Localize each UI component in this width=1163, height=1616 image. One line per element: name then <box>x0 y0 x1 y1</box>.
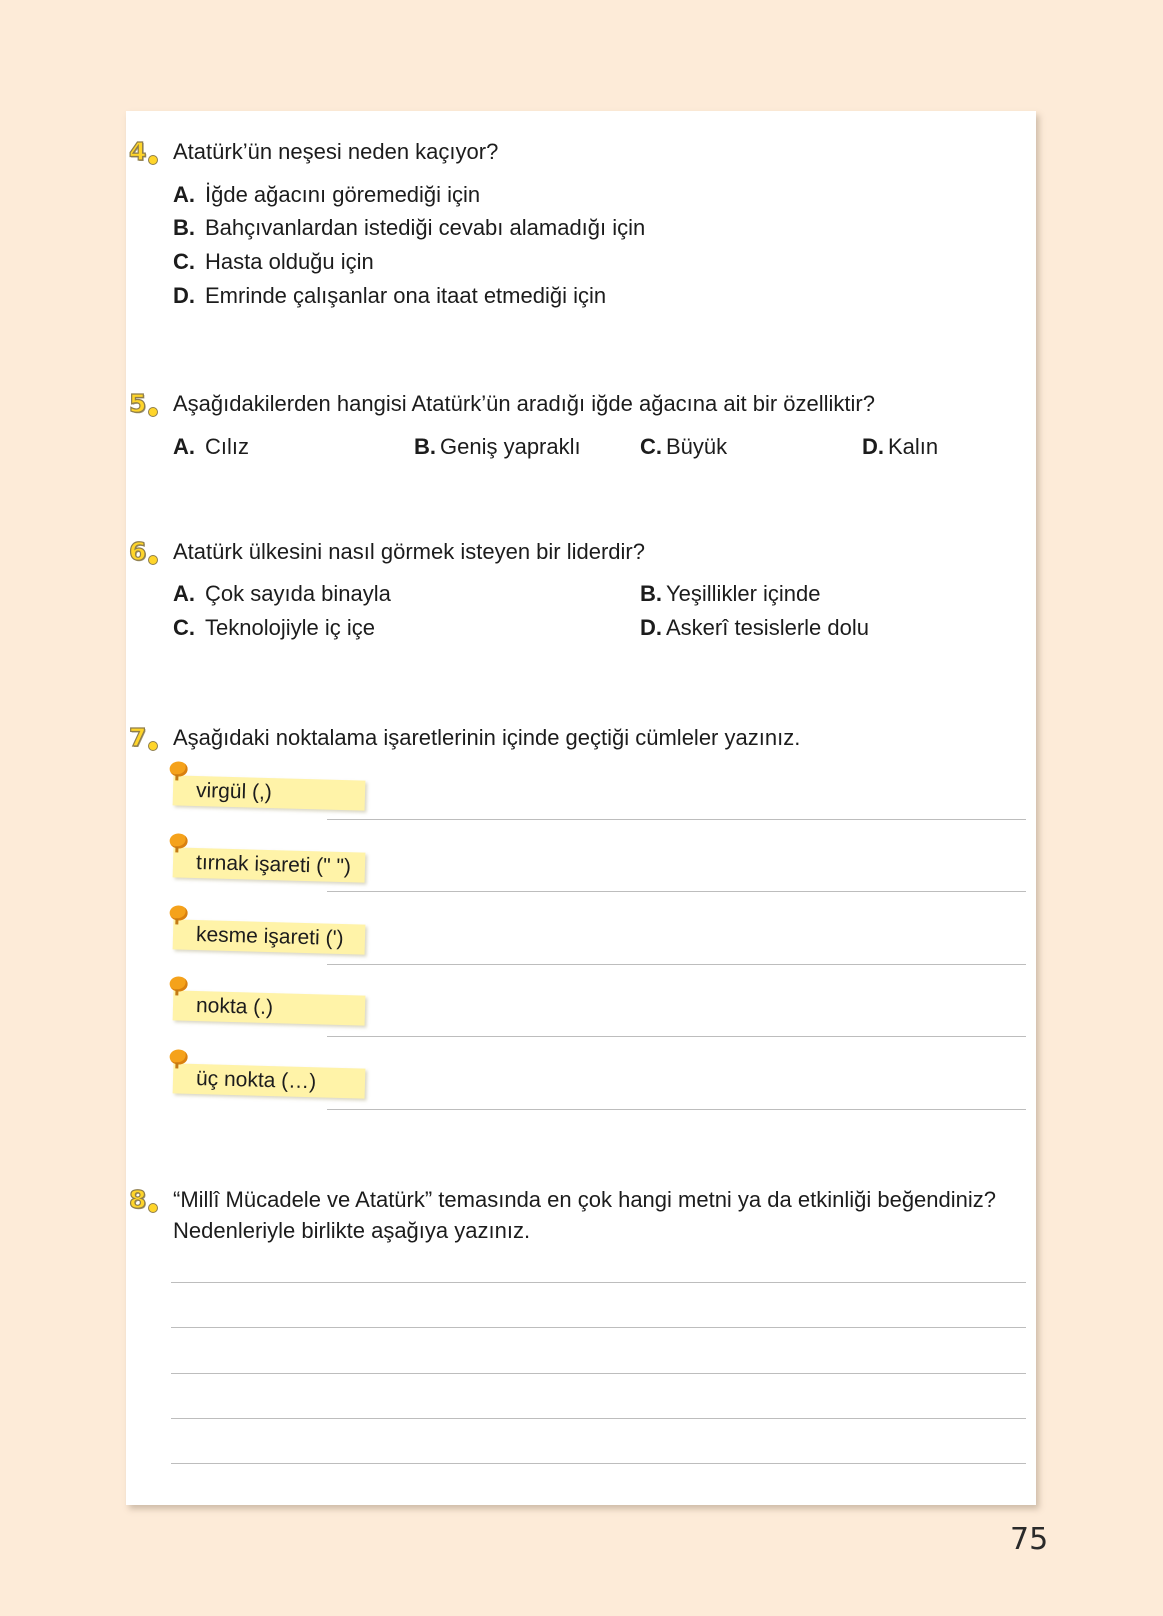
question-4-option-c[interactable] <box>173 248 374 276</box>
sticky-note-uc-nokta <box>173 1063 366 1098</box>
option-letter: C. <box>173 249 195 274</box>
answer-line-uc-nokta[interactable] <box>327 1109 1026 1110</box>
question-4-option-b[interactable] <box>173 214 645 242</box>
question-4-number: 4 <box>129 137 147 166</box>
question-7-text: Aşağıdaki noktalama işaretlerinin içinde geçtiği cümleler yazınız. <box>173 725 801 750</box>
answer-line-virgul[interactable] <box>327 819 1026 820</box>
answer-line-nokta[interactable] <box>327 1036 1026 1037</box>
sticky-note-label: nokta (.) <box>195 993 274 1020</box>
question-number-dot <box>148 155 158 165</box>
question-6-number: 6 <box>129 537 147 566</box>
option-text: Teknolojiyle iç içe <box>205 615 375 640</box>
question-5-number: 5 <box>129 389 147 418</box>
option-letter: C. <box>173 615 195 640</box>
answer-line[interactable] <box>171 1282 1026 1283</box>
page-number: 75 <box>1010 1522 1049 1557</box>
sticky-note-virgul <box>173 775 366 810</box>
sticky-note-label: üç nokta (…) <box>195 1066 317 1094</box>
option-letter: B. <box>173 215 195 240</box>
question-6-option-b[interactable] <box>640 580 820 608</box>
option-letter: C. <box>640 434 662 459</box>
option-letter: A. <box>173 182 195 207</box>
option-letter: B. <box>640 581 662 606</box>
sticky-note-label: virgül (,) <box>195 778 273 805</box>
option-letter: D. <box>640 615 662 640</box>
question-5-option-b[interactable] <box>414 433 581 461</box>
option-text: Askerî tesislerle dolu <box>666 615 869 640</box>
question-8-text-line-2: Nedenleriyle birlikte aşağıya yazınız. <box>173 1218 531 1243</box>
answer-line[interactable] <box>171 1327 1026 1328</box>
question-6-text: Atatürk ülkesini nasıl görmek isteyen bir liderdir? <box>173 539 645 564</box>
question-4-text: Atatürk’ün neşesi neden kaçıyor? <box>173 139 499 164</box>
option-letter: D. <box>862 434 884 459</box>
option-text: Hasta olduğu için <box>205 249 374 274</box>
question-6-option-d[interactable] <box>640 614 869 642</box>
question-number-dot <box>148 555 158 565</box>
option-text: Çok sayıda binayla <box>205 581 391 606</box>
answer-line[interactable] <box>171 1373 1026 1374</box>
answer-line-tirnak[interactable] <box>327 891 1026 892</box>
option-letter: B. <box>414 434 436 459</box>
question-6-option-c[interactable] <box>173 614 375 642</box>
question-number-dot <box>148 407 158 417</box>
sticky-note-tirnak <box>173 847 366 882</box>
question-4-option-a[interactable] <box>173 181 480 209</box>
question-number-dot <box>148 741 158 751</box>
option-text: Kalın <box>888 434 939 459</box>
option-text: Cılız <box>205 434 249 459</box>
question-6-option-a[interactable] <box>173 580 391 608</box>
question-8-text-line-1: “Millî Mücadele ve Atatürk” temasında en çok hangi metni ya da etkinliği beğendiniz? <box>173 1187 997 1212</box>
option-text: Emrinde çalışanlar ona itaat etmediği için <box>205 283 607 308</box>
option-letter: A. <box>173 581 195 606</box>
option-text: Büyük <box>666 434 728 459</box>
sticky-note-label: tırnak işareti (" ") <box>195 850 352 879</box>
question-5-option-d[interactable] <box>862 433 938 461</box>
option-letter: A. <box>173 434 195 459</box>
option-text: İğde ağacını göremediği için <box>205 182 481 207</box>
question-4-option-d[interactable] <box>173 282 606 310</box>
sticky-note-label: kesme işareti (') <box>195 922 344 951</box>
sticky-note-kesme <box>173 919 366 954</box>
option-text: Bahçıvanlardan istediği cevabı alamadığı için <box>205 215 646 240</box>
question-7-number: 7 <box>129 723 147 752</box>
option-text: Yeşillikler içinde <box>666 581 821 606</box>
answer-line[interactable] <box>171 1463 1026 1464</box>
question-number-dot <box>148 1203 158 1213</box>
question-5-text: Aşağıdakilerden hangisi Atatürk’ün aradığı iğde ağacına ait bir özelliktir? <box>173 391 875 416</box>
question-5-option-a[interactable] <box>173 433 249 461</box>
worksheet-page <box>126 111 1036 1505</box>
option-text: Geniş yapraklı <box>440 434 581 459</box>
question-5-option-c[interactable] <box>640 433 727 461</box>
answer-line-kesme[interactable] <box>327 964 1026 965</box>
option-letter: D. <box>173 283 195 308</box>
sticky-note-nokta <box>173 990 366 1025</box>
question-8-number: 8 <box>129 1185 147 1214</box>
answer-line[interactable] <box>171 1418 1026 1419</box>
